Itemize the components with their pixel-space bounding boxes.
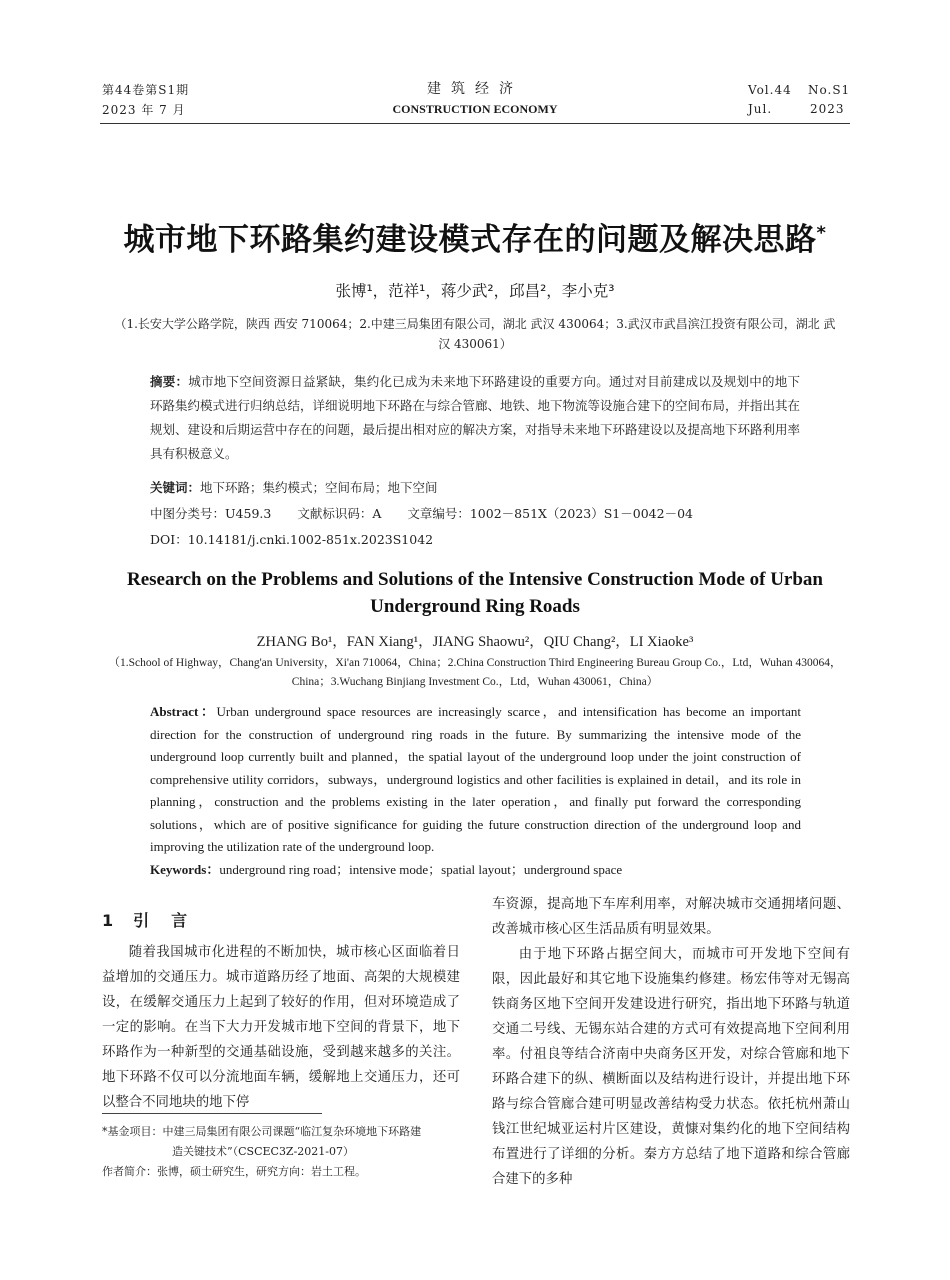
classification-line (150, 504, 800, 522)
affiliations-cn: （1.长安大学公路学院，陕西 西安 710064；2.中建三局集团有限公司，湖北 武汉 430064；3.武汉市武昌滨江投资有限公司，湖北 武汉 430061） (114, 317, 836, 351)
journal-volume: Vol.44 (748, 83, 792, 97)
fund-line-2: 造关键技术”（CSCEC3Z-2021-07） (172, 1145, 355, 1158)
keywords-cn (150, 478, 800, 496)
body-paragraph-right-1: 车资源，提高地下车库利用率，对解决城市交通拥堵问题、改善城市核心区生活品质有明显效果。 (492, 897, 850, 937)
author-intro: 作者简介：张博，硕士研究生，研究方向：岩土工程。 (102, 1165, 366, 1178)
abstract-en-label: Abstract： (150, 704, 217, 719)
footnote (102, 1122, 460, 1182)
keywords-en (150, 859, 801, 878)
section-number: 1 (102, 911, 114, 930)
section-title-char2: 言 (171, 911, 188, 930)
journal-number: No.S1 (808, 83, 851, 97)
keywords-cn-text: 地下环路；集约模式；空间布局；地下空间 (200, 480, 438, 495)
journal-date: 2023 年 7 月 (102, 103, 186, 117)
header-rule (100, 123, 850, 124)
journal-name-en: CONSTRUCTION ECONOMY (392, 102, 558, 116)
journal-year: 2023 (810, 102, 845, 116)
journal-issue: 第44卷第S1期 (102, 83, 190, 97)
abstract-en (150, 701, 801, 859)
authors-en: ZHANG Bo¹，FAN Xiang¹，JIANG Shaowu²，QIU Chang²，LI Xiaoke³ (256, 634, 694, 650)
paper-title-cn (40, 214, 910, 259)
paper-title-text: 城市地下环路集约建设模式存在的问题及解决思路 (123, 222, 817, 258)
fund-footnote-mark: * (816, 222, 827, 244)
section-heading (102, 908, 187, 931)
article-number: 文章编号：1002－851X（2023）S1－0042－04 (407, 506, 693, 521)
keywords-en-label: Keywords： (150, 862, 220, 877)
abstract-cn (150, 370, 800, 466)
authors-cn: 张博¹，范祥¹，蒋少武²，邱昌²，李小克³ (335, 282, 615, 300)
footnote-rule (102, 1113, 322, 1114)
abstract-cn-label: 摘要： (150, 374, 189, 389)
fund-line-1: *基金项目：中建三局集团有限公司课题“临江复杂环境地下环路建 (102, 1125, 422, 1138)
keywords-cn-label: 关键词： (150, 480, 201, 495)
body-paragraph-left: 随着我国城市化进程的不断加快，城市核心区面临着日益增加的交通压力。城市道路历经了地面、高架的大规模建设，在缓解交通压力上起到了较好的作用，但对环境造成了一定的影响。在当下大力开发城市地下空间的背景下，地下环路作为一种新型的交通基础设施，受到越来越多的关注。地下环路不仅可以分流地面车辆，缓解地上交通压力，还可以整合不同地块的地下停 (102, 945, 460, 1110)
body-paragraph-right-2: 由于地下环路占据空间大，而城市可开发地下空间有限，因此最好和其它地下设施集约修建。杨宏伟等对无锡高铁商务区地下空间开发建设进行研究，指出地下环路与轨道交通二号线、无锡东站合建的方式可有效提高地下空间利用率。付祖良等结合济南中央商务区开发，对综合管廊和地下环路合建下的纵、横断面以及结构进行设计，并提出地下环路与综合管廊合建可明显改善结构受力状态。依托杭州萧山钱江世纪城亚运村片区建设，黄慷对集约化的地下空间结构布置进行了详细的分析。秦方方总结了地下道路和综合管廊合建下的多种 (492, 947, 850, 1187)
section-title-char1: 引 (133, 911, 150, 930)
abstract-cn-text: 城市地下空间资源日益紧缺，集约化已成为未来地下环路建设的重要方向。通过对目前建成以及规划中的地下环路集约模式进行归纳总结，详细说明地下环路在与综合管廊、地铁、地下物流等设施合建下的空间布局，并指出其在规划、建设和后期运营中存在的问题，最后提出相对应的解决方案，对指导未来地下环路建设以及提高地下环路利用率具有积极意义。 (150, 374, 801, 461)
abstract-en-text: Urban underground space resources are increasingly scarce，and intensification has become an important direction for the construction of underground ring roads in the future. By summarizing the intensive mode of the underground loop currently built and planned，the spatial layout of the underground loop under the joint construction of comprehensive utility corridors，subways，underground logistics and other facilities is explained in detail，and its role in planning，construction and the problems existing in the later operation，and finally put forward the corresponding solutions，which are of positive significance for guiding the future construction direction of the underground loop and improving the utilization rate of the underground loop. (150, 704, 801, 854)
document-code: 文献标识码：A (297, 506, 382, 521)
doi: DOI：10.14181/j.cnki.1002-851x.2023S1042 (150, 532, 434, 547)
clc-number: 中图分类号：U459.3 (150, 506, 272, 521)
journal-month: Jul. (748, 102, 773, 116)
journal-name-cn: 建筑经济 (427, 81, 523, 97)
keywords-en-text: underground ring road；intensive mode；spatial layout；underground space (219, 862, 623, 877)
paper-title-en: Research on the Problems and Solutions of the Intensive Construction Mode of Urban Underground Ring Roads (127, 569, 823, 617)
affiliations-en: （1.School of Highway，Chang'an University，Xi'an 710064，China；2.China Construction Third Engineering Bureau Group Co.，Ltd，Wuhan 430064，China；3.Wuchang Binjiang Investment Co.，Ltd，Wuhan 430061，China） (108, 657, 842, 688)
